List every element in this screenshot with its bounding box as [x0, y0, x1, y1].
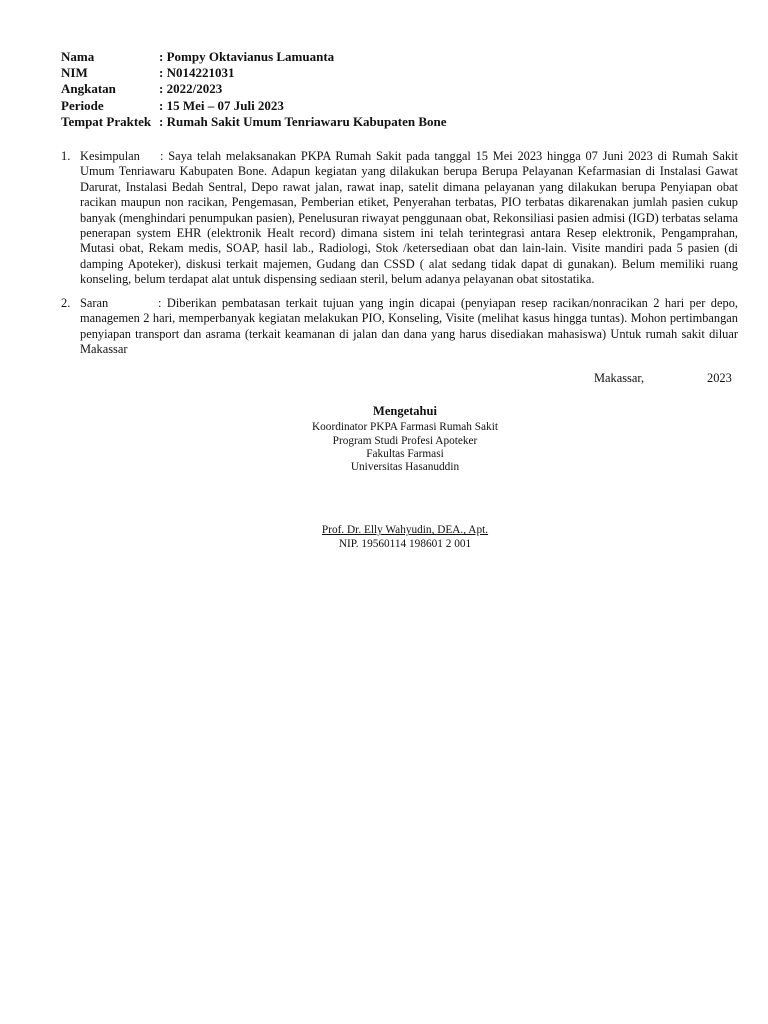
info-label: NIM	[61, 65, 88, 81]
info-value: : 2022/2023	[159, 81, 223, 97]
info-row-nim	[61, 65, 447, 81]
date-year: 2023	[707, 371, 732, 385]
item-number: 1.	[61, 149, 71, 163]
signature-title-line: Program Studi Profesi Apoteker	[332, 434, 478, 447]
info-value: : Rumah Sakit Umum Tenriawaru Kabupaten Bone	[159, 113, 447, 129]
item-term: Saran	[80, 296, 109, 310]
signature-title-line: Fakultas Farmasi	[366, 447, 444, 460]
info-row-nama	[61, 49, 447, 65]
saran-paragraph	[80, 296, 738, 358]
signature-title-line: Koordinator PKPA Farmasi Rumah Sakit	[312, 421, 498, 434]
signature-title-line: Universitas Hasanuddin	[350, 461, 460, 474]
item-text: : Saya telah melaksanakan PKPA Rumah Sakit pada tanggal 15 Mei 2023 hingga 07 Juni 2023 di Rumah Sakit Umum Tenriawaru Kabupaten Bone. Adapun kegiatan yang dilakukan berupa Berupa Pelayanan Kefarmasian di Instalasi Gawat Darurat, Instalasi Bedah Sentral, Depo rawat jalan, rawat inap, satelit dimana pelayanan yang dilakukan berupa Penyiapan obat racikan maupun non racikan, Pengemasan, Pemberian etiket, Penyerahan terbatas, PIO terbatas dikarenakan jumlah pasien cukup banyak (menghindari penumpukan pasien), Penelusuran riwayat penggunaan obat, Rekonsiliasi pasien admisi (IGD) terbatas selama penerapan system EHR (elektronik Healt record) dimana sistem ini telah terintegrasi antara Resep elektronik, Pengamprahan, Mutasi obat, Rekam medis, SOAP, hasil lab., Radiologi, Stok /ketersediaan obat dan lain-lain. Visite mandiri pada 5 pasien (di damping Apoteker), diskusi terkait majemen, Gudang dan CSSD ( alat sedang tidak dapat di gunakan). Belum memiliki ruang konseling, belum terdapat alat untuk dispensing sediaan steril, belum adanya pelayanan obat sitostatika.	[80, 149, 738, 287]
signature-heading: Mengetahui	[373, 404, 437, 418]
date-city: Makassar,	[594, 371, 645, 385]
signature-block	[205, 405, 605, 551]
info-label: Angkatan	[61, 81, 116, 97]
item-term: Kesimpulan	[80, 149, 140, 163]
item-text: : Diberikan pembatasan terkait tujuan yang ingin dicapai (penyiapan resep racikan/nonracikan 2 hari per depo, managemen 2 hari, memperbanyak kegiatan melakukan PIO, Konseling, Visite (melihat kasus hingga tuntas). Mohon pertimbangan penyiapan transport dan asrama (terkait keamanan di jalan dan dana yang harus disediakan mahasiswa) Untuk rumah sakit diluar Makassar	[80, 296, 738, 357]
info-value: : N014221031	[159, 65, 235, 81]
signer-name: Prof. Dr. Elly Wahyudin, DEA., Apt.	[321, 524, 489, 537]
kesimpulan-paragraph	[80, 149, 738, 288]
info-row-periode	[61, 98, 447, 114]
info-row-tempat-praktek	[61, 114, 447, 130]
kesimpulan-section	[61, 149, 738, 288]
info-label: Nama	[61, 49, 95, 64]
info-label: Tempat Praktek	[61, 113, 152, 129]
info-value: : Pompy Oktavianus Lamuanta	[159, 49, 335, 64]
info-label: Periode	[61, 97, 104, 113]
student-info-block	[61, 49, 447, 130]
item-number: 2.	[61, 296, 71, 310]
signer-nip: NIP. 19560114 198601 2 001	[338, 537, 472, 550]
saran-section	[61, 296, 738, 358]
info-row-angkatan	[61, 81, 447, 97]
info-value: : 15 Mei – 07 Juli 2023	[159, 97, 284, 113]
